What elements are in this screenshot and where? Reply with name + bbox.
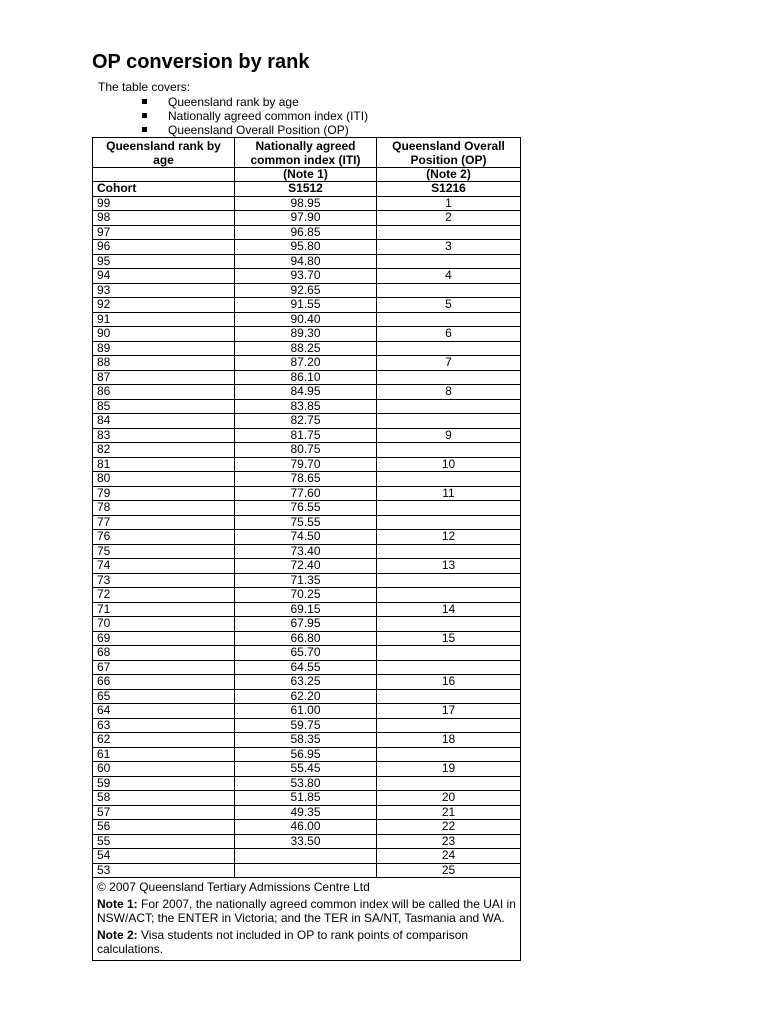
table-row [93,385,521,400]
table-row [93,718,521,733]
rank-cell: 64 [93,704,235,719]
op-cell [377,225,521,240]
iti-cell: 49.35 [235,805,377,820]
rank-cell: 70 [93,617,235,632]
table-row [93,269,521,284]
rank-cell: 73 [93,573,235,588]
op-cell [377,544,521,559]
bullet-square-icon [142,99,147,104]
header-iti-note: (Note 1) [235,167,377,182]
op-cell: 23 [377,834,521,849]
page-title: OP conversion by rank [92,51,310,73]
rank-cell: 71 [93,602,235,617]
iti-cell: 58.35 [235,733,377,748]
iti-cell: 51.85 [235,791,377,806]
iti-cell: 64.55 [235,660,377,675]
bullet-text: Queensland rank by age [168,94,299,109]
rank-cell: 66 [93,675,235,690]
iti-cell: 46.00 [235,820,377,835]
iti-cell: 63.25 [235,675,377,690]
table-row [93,588,521,603]
rank-cell: 81 [93,457,235,472]
op-cell [377,443,521,458]
iti-cell: 86.10 [235,370,377,385]
note-2 [97,928,516,957]
header-rank-note [93,167,235,182]
table-row [93,341,521,356]
table-row [93,254,521,269]
op-cell [377,573,521,588]
iti-cell: 93.70 [235,269,377,284]
table-row [93,472,521,487]
table-row [93,283,521,298]
table-row [93,617,521,632]
note-row [93,167,521,182]
op-cell: 22 [377,820,521,835]
rank-cell: 53 [93,863,235,878]
op-cell [377,414,521,429]
bullet-item [142,109,520,123]
iti-cell: 80.75 [235,443,377,458]
note-2-label: Note 2: [97,927,138,942]
iti-cell: 65.70 [235,646,377,661]
table-row [93,646,521,661]
op-cell [377,472,521,487]
op-cell: 10 [377,457,521,472]
table-body [93,196,521,878]
table-row [93,327,521,342]
copyright-text: © 2007 Queensland Tertiary Admissions Centre Ltd [97,880,370,894]
iti-cell: 74.50 [235,530,377,545]
header-iti-code: S1512 [235,182,377,197]
op-cell [377,747,521,762]
op-cell [377,283,521,298]
rank-cell: 83 [93,428,235,443]
rank-cell: 72 [93,588,235,603]
iti-cell: 76.55 [235,501,377,516]
iti-cell: 59.75 [235,718,377,733]
document [92,50,520,961]
table-row [93,675,521,690]
rank-cell: 61 [93,747,235,762]
table-row [93,298,521,313]
rank-cell: 80 [93,472,235,487]
iti-cell: 77.60 [235,486,377,501]
rank-cell: 59 [93,776,235,791]
table-row [93,414,521,429]
table-row [93,573,521,588]
table-row [93,515,521,530]
header-op-note: (Note 2) [377,167,521,182]
note-1 [97,897,516,926]
iti-cell [235,863,377,878]
table-row [93,370,521,385]
iti-cell: 70.25 [235,588,377,603]
iti-cell: 97.90 [235,211,377,226]
bullet-list [92,95,520,137]
op-cell: 17 [377,704,521,719]
note-2-text: Visa students not included in OP to rank points of comparison calculations. [97,927,469,956]
op-cell: 8 [377,385,521,400]
op-conversion-table [92,137,521,961]
bullet-square-icon [142,113,147,118]
table-row [93,704,521,719]
note-1-label: Note 1: [97,896,138,911]
table-row [93,399,521,414]
op-cell: 5 [377,298,521,313]
op-cell [377,660,521,675]
iti-cell: 96.85 [235,225,377,240]
iti-cell: 78.65 [235,472,377,487]
op-cell: 21 [377,805,521,820]
footer-row [93,878,521,961]
op-cell: 12 [377,530,521,545]
iti-cell [235,849,377,864]
table-row [93,312,521,327]
rank-cell: 60 [93,762,235,777]
op-cell [377,312,521,327]
iti-cell: 71.35 [235,573,377,588]
bullet-text: Nationally agreed common index (ITI) [168,108,369,123]
table-row [93,834,521,849]
iti-cell: 66.80 [235,631,377,646]
op-cell: 25 [377,863,521,878]
op-cell [377,254,521,269]
footer-cell [93,878,521,961]
header-op: Queensland Overall Position (OP) [377,137,521,167]
rank-cell: 90 [93,327,235,342]
rank-cell: 79 [93,486,235,501]
iti-cell: 75.55 [235,515,377,530]
table-row [93,443,521,458]
op-cell: 15 [377,631,521,646]
rank-cell: 88 [93,356,235,371]
iti-cell: 69.15 [235,602,377,617]
rank-cell: 91 [93,312,235,327]
iti-cell: 81.75 [235,428,377,443]
rank-cell: 95 [93,254,235,269]
rank-cell: 68 [93,646,235,661]
bullet-item [142,95,520,109]
op-cell: 16 [377,675,521,690]
iti-cell: 98.95 [235,196,377,211]
rank-cell: 94 [93,269,235,284]
table-row [93,849,521,864]
table-row [93,544,521,559]
op-cell [377,341,521,356]
table-row [93,602,521,617]
bullet-square-icon [142,127,147,132]
code-row [93,182,521,197]
bullet-text: Queensland Overall Position (OP) [168,122,349,137]
rank-cell: 97 [93,225,235,240]
rank-cell: 58 [93,791,235,806]
iti-cell: 91.55 [235,298,377,313]
table-row [93,486,521,501]
iti-cell: 56.95 [235,747,377,762]
table-row [93,559,521,574]
table-row [93,457,521,472]
op-cell: 7 [377,356,521,371]
rank-cell: 96 [93,240,235,255]
op-cell [377,617,521,632]
rank-cell: 56 [93,820,235,835]
op-cell: 19 [377,762,521,777]
iti-cell: 61.00 [235,704,377,719]
op-cell: 24 [377,849,521,864]
table-row [93,776,521,791]
rank-cell: 62 [93,733,235,748]
table-row [93,863,521,878]
rank-cell: 84 [93,414,235,429]
iti-cell: 55.45 [235,762,377,777]
table-row [93,820,521,835]
table-row [93,211,521,226]
table-row [93,762,521,777]
rank-cell: 99 [93,196,235,211]
table-row [93,660,521,675]
note-1-text: For 2007, the nationally agreed common index will be called the UAI in NSW/ACT; the ENTER in Victoria; and the TER in SA/NT, Tasmania and WA. [97,896,516,925]
table-row [93,196,521,211]
table-row [93,428,521,443]
op-cell [377,646,521,661]
iti-cell: 62.20 [235,689,377,704]
iti-cell: 87.20 [235,356,377,371]
iti-cell: 33.50 [235,834,377,849]
op-cell: 18 [377,733,521,748]
op-cell [377,718,521,733]
iti-cell: 95.80 [235,240,377,255]
rank-cell: 65 [93,689,235,704]
iti-cell: 90.40 [235,312,377,327]
iti-cell: 84.95 [235,385,377,400]
iti-cell: 92.65 [235,283,377,298]
iti-cell: 94.80 [235,254,377,269]
op-cell: 14 [377,602,521,617]
iti-cell: 83.85 [235,399,377,414]
table-row [93,356,521,371]
table-row [93,733,521,748]
table-row [93,530,521,545]
op-cell [377,370,521,385]
rank-cell: 98 [93,211,235,226]
header-rank: Queensland rank by age [93,137,235,167]
rank-cell: 85 [93,399,235,414]
op-cell: 3 [377,240,521,255]
table-row [93,747,521,762]
table-row [93,631,521,646]
iti-cell: 79.70 [235,457,377,472]
op-cell: 20 [377,791,521,806]
rank-cell: 92 [93,298,235,313]
header-iti: Nationally agreed common index (ITI) [235,137,377,167]
iti-cell: 53.80 [235,776,377,791]
intro-text: The table covers: [98,80,191,94]
rank-cell: 63 [93,718,235,733]
iti-cell: 72.40 [235,559,377,574]
rank-cell: 78 [93,501,235,516]
table-row [93,240,521,255]
table-row [93,225,521,240]
header-cohort: Cohort [93,182,235,197]
op-cell: 1 [377,196,521,211]
header-row [93,137,521,167]
op-cell [377,501,521,516]
rank-cell: 76 [93,530,235,545]
rank-cell: 77 [93,515,235,530]
op-cell: 13 [377,559,521,574]
op-cell: 11 [377,486,521,501]
rank-cell: 57 [93,805,235,820]
table-row [93,791,521,806]
op-cell [377,588,521,603]
rank-cell: 69 [93,631,235,646]
op-cell: 4 [377,269,521,284]
rank-cell: 67 [93,660,235,675]
table-row [93,805,521,820]
op-cell [377,399,521,414]
rank-cell: 55 [93,834,235,849]
op-cell: 2 [377,211,521,226]
op-cell: 6 [377,327,521,342]
iti-cell: 88.25 [235,341,377,356]
op-cell [377,515,521,530]
table-row [93,501,521,516]
iti-cell: 67.95 [235,617,377,632]
rank-cell: 75 [93,544,235,559]
table-row [93,689,521,704]
iti-cell: 73.40 [235,544,377,559]
rank-cell: 86 [93,385,235,400]
rank-cell: 87 [93,370,235,385]
rank-cell: 74 [93,559,235,574]
op-cell [377,689,521,704]
op-cell: 9 [377,428,521,443]
op-cell [377,776,521,791]
rank-cell: 93 [93,283,235,298]
rank-cell: 54 [93,849,235,864]
iti-cell: 82.75 [235,414,377,429]
bullet-item [142,123,520,137]
rank-cell: 82 [93,443,235,458]
header-op-code: S1216 [377,182,521,197]
iti-cell: 89.30 [235,327,377,342]
rank-cell: 89 [93,341,235,356]
